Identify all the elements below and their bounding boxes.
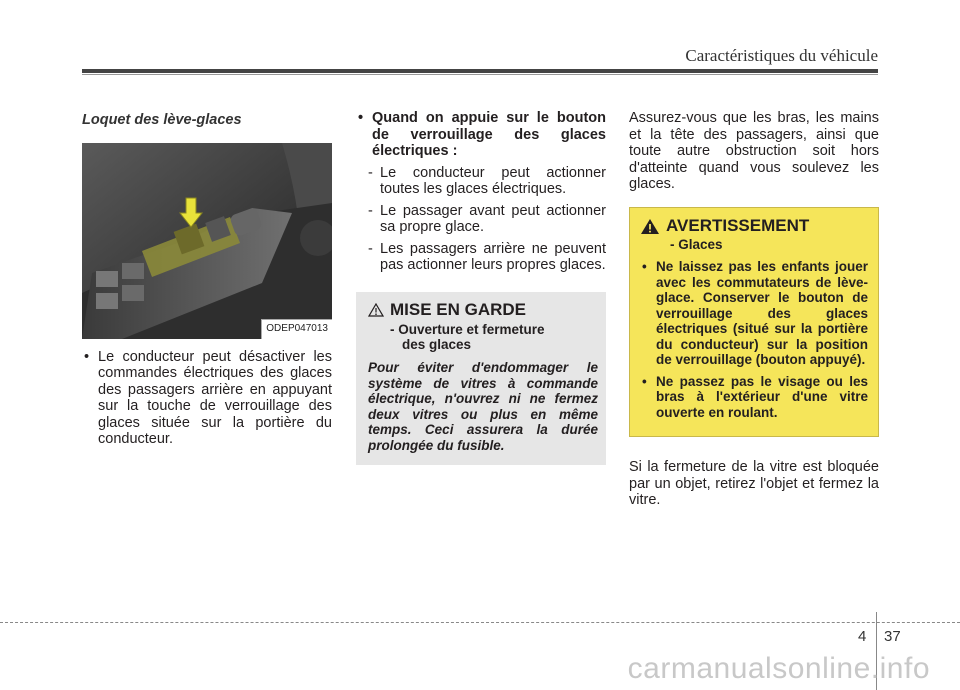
list-item-heading: • Quand on appuie sur le bouton de verrouillage des glaces électriques : xyxy=(356,110,606,160)
warning-title: AVERTISSEMENT xyxy=(666,215,810,235)
warning-box xyxy=(629,207,879,438)
list-subitem: - Le passager avant peut actionner sa propre glace. xyxy=(364,203,606,236)
chapter-number: 4 xyxy=(858,628,867,645)
outro-paragraph: Si la fermeture de la vitre est bloquée par un objet, retirez l'objet et fermez la vitre. xyxy=(629,459,879,508)
caution-title-row xyxy=(368,299,598,319)
header-rule-thin xyxy=(82,74,878,75)
list-item: • Le conducteur peut désactiver les commandes électriques des glaces des passagers arrière en appuyant sur la touche de verrouillage des glaces située sur la portière du conducteur. xyxy=(82,349,332,448)
image-caption: ODEP047013 xyxy=(261,319,332,339)
list-subitem: - Le conducteur peut actionner toutes les glaces électriques. xyxy=(364,165,606,198)
warning-subtitle: - Glaces xyxy=(670,236,723,252)
caution-body: Pour éviter d'endommager le système de vitres à commande électrique, n'ouvrez ni ne fermez deux vitres ou plus en même temps. Ceci assurera la durée prolongée du fusible. xyxy=(368,360,598,453)
footer-rule xyxy=(0,622,960,623)
caution-triangle-icon xyxy=(368,303,384,317)
column-right xyxy=(629,110,879,509)
watermark: carmanualsonline.info xyxy=(627,652,930,685)
caution-subtitle-line1: - Ouverture et fermeture xyxy=(390,322,545,337)
caution-subtitle-line2: des glaces xyxy=(402,337,472,352)
warning-title-row xyxy=(640,215,868,235)
list-subitem: - Les passagers arrière ne peuvent pas actionner leurs propres glaces. xyxy=(364,241,606,274)
section-heading: Loquet des lève-glaces xyxy=(82,112,242,128)
warning-triangle-icon xyxy=(640,218,660,235)
column-left xyxy=(82,110,332,448)
warning-bullet: • Ne laissez pas les enfants jouer avec les commutateurs de lève-glace. Conserver le bouton de verrouillage des glaces électriques (situé sur la portière du conducteur) sur la position de verrouillage (bouton appuyé). xyxy=(640,259,868,368)
intro-paragraph: Assurez-vous que les bras, les mains et la tête des passagers, ainsi que toute autre obstruction soit hors d'atteinte quand vous soulevez les glaces. xyxy=(629,110,879,192)
door-switch-photo xyxy=(82,143,332,339)
column-middle xyxy=(356,110,606,465)
header-rule xyxy=(82,69,878,73)
warning-bullet: • Ne passez pas le visage ou les bras à l'extérieur d'une vitre ouverte en roulant. xyxy=(640,374,868,421)
caution-title: MISE EN GARDE xyxy=(390,299,527,319)
page-header-title: Caractéristiques du véhicule xyxy=(685,46,878,65)
caution-box xyxy=(356,292,606,466)
caution-subtitle xyxy=(390,322,598,352)
door-panel-illustration xyxy=(82,143,332,339)
page-number: 37 xyxy=(884,628,901,645)
